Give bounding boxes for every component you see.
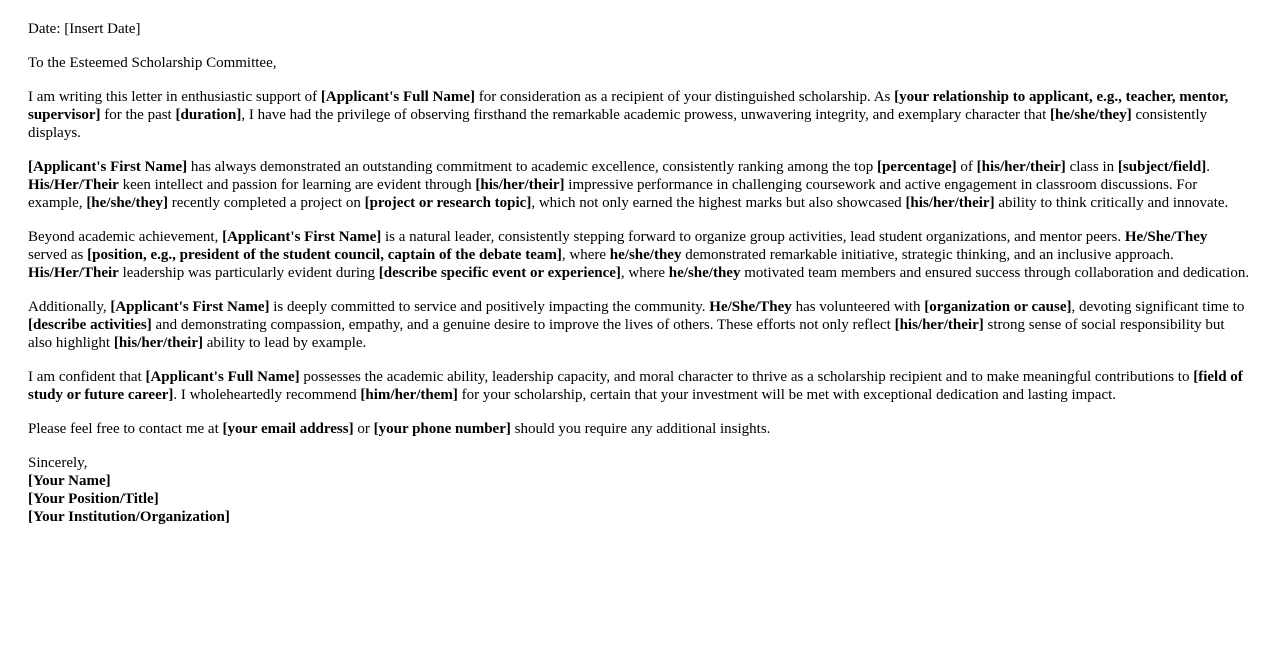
body-text: keen intellect and passion for learning are evident through <box>118 177 476 193</box>
body-text: has always demonstrated an outstanding commitment to academic excellence, consistently ranking among the top <box>187 159 877 175</box>
placeholder-text: [your relationship to applicant, e.g., teacher, mentor, supervisor] <box>28 89 1229 123</box>
body-text: strong sense of social responsibility but also highlight <box>28 317 1225 351</box>
placeholder-text: he/she/they <box>609 247 682 263</box>
paragraph-recommendation <box>28 368 1250 404</box>
body-text: should you require any additional insights. <box>510 421 771 437</box>
body-text: , where <box>561 247 610 263</box>
body-text: leadership was particularly evident during <box>118 265 379 281</box>
body-text: and demonstrating compassion, empathy, and a genuine desire to improve the lives of others. These efforts not only reflect <box>151 317 895 333</box>
body-text: has volunteered with <box>791 299 925 315</box>
placeholder-text: [Applicant's First Name] <box>28 159 188 175</box>
body-text: recently completed a project on <box>167 195 365 211</box>
body-text: class in <box>1065 159 1118 175</box>
placeholder-text: [he/she/they] <box>86 195 168 211</box>
body-text: Additionally, <box>28 299 111 315</box>
signature-position: [Your Position/Title] <box>28 491 159 507</box>
body-text: for the past <box>100 107 176 123</box>
body-text: . I wholeheartedly recommend <box>173 387 361 403</box>
body-text: motivated team members and ensured success through collaboration and dedication. <box>740 265 1250 281</box>
body-text: I am writing this letter in enthusiastic support of <box>28 89 321 105</box>
placeholder-text: [his/her/their] <box>976 159 1066 175</box>
body-text: , I have had the privilege of observing firsthand the remarkable academic prowess, unwavering integrity, and exemplary character that <box>241 107 1051 123</box>
placeholder-text: [your phone number] <box>373 421 511 437</box>
date-line: Date: [Insert Date] <box>28 21 141 37</box>
body-text: for consideration as a recipient of your distinguished scholarship. As <box>475 89 895 105</box>
body-text: for your scholarship, certain that your investment will be met with exceptional dedication and lasting impact. <box>457 387 1117 403</box>
placeholder-text: [Applicant's First Name] <box>222 229 382 245</box>
placeholder-text: [his/her/their] <box>113 335 203 351</box>
placeholder-text: [organization or cause] <box>924 299 1072 315</box>
paragraph-support <box>28 88 1250 142</box>
closing: Sincerely, <box>28 455 88 471</box>
body-text: I am confident that <box>28 369 146 385</box>
body-text: ability to lead by example. <box>203 335 367 351</box>
placeholder-text: [subject/field] <box>1117 159 1207 175</box>
placeholder-text: [his/her/their] <box>894 317 984 333</box>
placeholder-text: [describe specific event or experience] <box>378 265 621 281</box>
body-text: served as <box>28 247 88 263</box>
placeholder-text: he/she/they <box>668 265 741 281</box>
body-text: , devoting significant time to <box>1071 299 1245 315</box>
placeholder-text: [his/her/their] <box>905 195 995 211</box>
placeholder-text: [his/her/their] <box>475 177 565 193</box>
paragraph-leadership <box>28 228 1250 282</box>
salutation: To the Esteemed Scholarship Committee, <box>28 55 277 71</box>
body-text: is deeply committed to service and positively impacting the community. <box>269 299 710 315</box>
body-text: is a natural leader, consistently stepping forward to organize group activities, lead student organizations, and mentor peers. <box>381 229 1125 245</box>
placeholder-text: His/Her/Their <box>28 177 119 193</box>
body-text: impressive performance in challenging coursework and active engagement in classroom discussions. For example, <box>28 177 1198 211</box>
placeholder-text: [percentage] <box>876 159 957 175</box>
placeholder-text: [position, e.g., president of the student council, captain of the debate team] <box>87 247 562 263</box>
body-text: consistently displays. <box>28 107 1208 141</box>
placeholder-text: [Applicant's Full Name] <box>320 89 476 105</box>
body-text: possesses the academic ability, leadership capacity, and moral character to thrive as a scholarship recipient and to make meaningful contributions to <box>299 369 1194 385</box>
placeholder-text: [your email address] <box>222 421 354 437</box>
placeholder-text: [describe activities] <box>28 317 152 333</box>
paragraph-community <box>28 298 1250 352</box>
placeholder-text: [Applicant's First Name] <box>110 299 270 315</box>
body-text: , which not only earned the highest marks but also showcased <box>531 195 906 211</box>
body-text: Beyond academic achievement, <box>28 229 223 245</box>
placeholder-text: He/She/They <box>709 299 792 315</box>
placeholder-text: [field of study or future career] <box>28 369 1243 403</box>
body-text: demonstrated remarkable initiative, strategic thinking, and an inclusive approach. <box>681 247 1174 263</box>
body-text: ability to think critically and innovate. <box>994 195 1229 211</box>
body-text: . <box>1206 159 1210 175</box>
body-text: of <box>956 159 977 175</box>
body-text: Please feel free to contact me at <box>28 421 223 437</box>
placeholder-text: [he/she/they] <box>1050 107 1132 123</box>
placeholder-text: [project or research topic] <box>364 195 532 211</box>
placeholder-text: [Applicant's Full Name] <box>145 369 300 385</box>
body-text: , where <box>620 265 669 281</box>
signature-name: [Your Name] <box>28 473 111 489</box>
body-text: or <box>353 421 374 437</box>
placeholder-text: His/Her/Their <box>28 265 119 281</box>
placeholder-text: [duration] <box>175 107 242 123</box>
paragraph-academics <box>28 158 1250 212</box>
signature-institution: [Your Institution/Organization] <box>28 509 230 525</box>
signature-block <box>28 472 1250 526</box>
paragraph-contact <box>28 420 1250 438</box>
placeholder-text: He/She/They <box>1124 229 1208 245</box>
placeholder-text: [him/her/them] <box>360 387 458 403</box>
